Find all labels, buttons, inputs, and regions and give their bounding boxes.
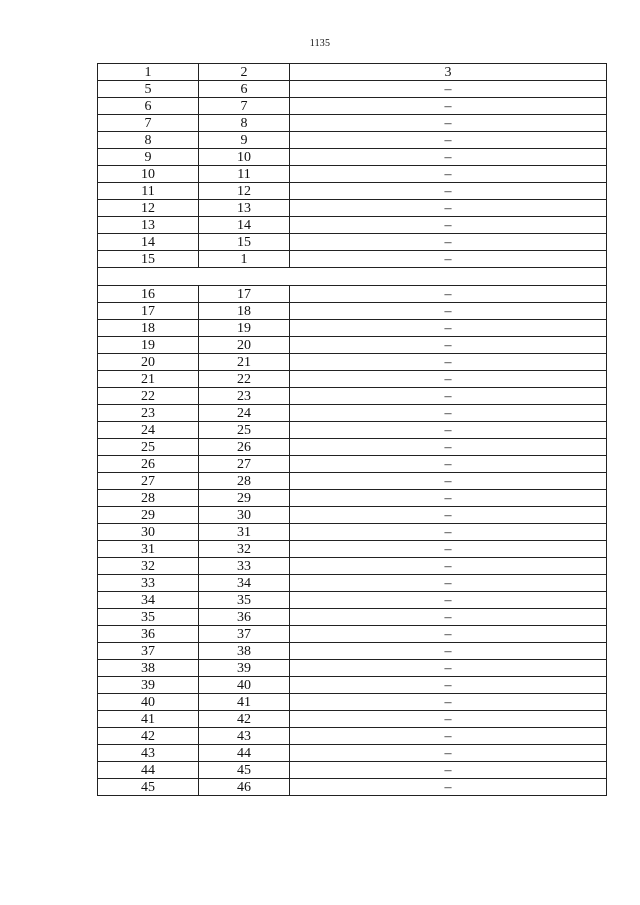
table-cell-col3: – [290,422,607,439]
table-row [98,132,607,149]
table-cell-col2: 42 [199,711,290,728]
table-cell-col1: 15 [98,251,199,268]
table-cell-col2: 37 [199,626,290,643]
table-cell-col2: 22 [199,371,290,388]
table-cell-col2: 34 [199,575,290,592]
table-cell-col1: 18 [98,320,199,337]
table-cell-col2: 6 [199,81,290,98]
table-row [98,507,607,524]
table-row [98,745,607,762]
table-cell-col2: 38 [199,643,290,660]
table-cell-col1: 17 [98,303,199,320]
table-cell-col2: 13 [199,200,290,217]
table-cell-col3: – [290,286,607,303]
table-cell-col1: 16 [98,286,199,303]
table-cell-col1: 27 [98,473,199,490]
table-cell-col2: 8 [199,115,290,132]
table-cell-col1: 31 [98,541,199,558]
table-row [98,115,607,132]
table-cell-col2: 11 [199,166,290,183]
table-row [98,439,607,456]
table-cell-col2: 1 [199,251,290,268]
table-row [98,98,607,115]
table-cell-col1: 23 [98,405,199,422]
table-row [98,660,607,677]
section-separator-cell [98,268,607,286]
table-cell-col3: – [290,575,607,592]
table-cell-col2: 44 [199,745,290,762]
table-cell-col3: – [290,234,607,251]
table-cell-col2: 27 [199,456,290,473]
table-cell-col3: – [290,320,607,337]
table-row [98,81,607,98]
table-row [98,575,607,592]
data-table [97,63,607,796]
table-row [98,183,607,200]
table-cell-col1: 28 [98,490,199,507]
table-cell-col3: – [290,115,607,132]
table-cell-col3: – [290,98,607,115]
table-cell-col2: 7 [199,98,290,115]
section-separator-row [98,268,607,286]
table-cell-col3: – [290,354,607,371]
table-cell-col3: – [290,694,607,711]
table-row [98,694,607,711]
table-cell-col1: 24 [98,422,199,439]
table-cell-col3: – [290,217,607,234]
table-cell-col3: – [290,524,607,541]
header-cell-3: 3 [290,64,607,81]
table-row [98,422,607,439]
table-row [98,337,607,354]
table-cell-col2: 43 [199,728,290,745]
table-cell-col3: – [290,388,607,405]
table-cell-col3: – [290,728,607,745]
table-header-row [98,64,607,81]
table-cell-col3: – [290,490,607,507]
table-row [98,711,607,728]
table-row [98,609,607,626]
table-cell-col1: 40 [98,694,199,711]
table-cell-col2: 17 [199,286,290,303]
table-cell-col3: – [290,371,607,388]
table-cell-col1: 12 [98,200,199,217]
table-row [98,643,607,660]
table-cell-col1: 43 [98,745,199,762]
table-cell-col1: 30 [98,524,199,541]
table-cell-col3: – [290,711,607,728]
table-row [98,524,607,541]
table-cell-col2: 36 [199,609,290,626]
table-cell-col3: – [290,507,607,524]
table-cell-col3: – [290,745,607,762]
table-cell-col1: 33 [98,575,199,592]
table-row [98,473,607,490]
table-row [98,371,607,388]
table-cell-col2: 25 [199,422,290,439]
table-row [98,200,607,217]
table-cell-col1: 7 [98,115,199,132]
table-cell-col2: 29 [199,490,290,507]
table-row [98,490,607,507]
table-cell-col3: – [290,149,607,166]
table-cell-col3: – [290,626,607,643]
table-cell-col1: 45 [98,779,199,796]
table-cell-col2: 39 [199,660,290,677]
table-cell-col1: 42 [98,728,199,745]
table-row [98,303,607,320]
table-cell-col1: 41 [98,711,199,728]
table-cell-col2: 33 [199,558,290,575]
table-cell-col2: 41 [199,694,290,711]
table-cell-col2: 21 [199,354,290,371]
table-row [98,405,607,422]
table-row [98,286,607,303]
table-cell-col2: 14 [199,217,290,234]
table-cell-col2: 26 [199,439,290,456]
table-cell-col3: – [290,660,607,677]
table-cell-col3: – [290,558,607,575]
table-cell-col1: 26 [98,456,199,473]
table-cell-col1: 8 [98,132,199,149]
page-number: 1135 [309,38,331,49]
table-cell-col2: 28 [199,473,290,490]
table-cell-col2: 12 [199,183,290,200]
table-cell-col3: – [290,592,607,609]
table-body [98,64,607,796]
table-cell-col1: 39 [98,677,199,694]
table-cell-col3: – [290,762,607,779]
table-row [98,456,607,473]
table-cell-col1: 14 [98,234,199,251]
header-cell-1: 1 [98,64,199,81]
table-row [98,592,607,609]
table-cell-col1: 20 [98,354,199,371]
table-cell-col1: 25 [98,439,199,456]
table-cell-col3: – [290,473,607,490]
table-cell-col1: 9 [98,149,199,166]
table-cell-col2: 40 [199,677,290,694]
table-cell-col3: – [290,132,607,149]
table-cell-col2: 19 [199,320,290,337]
table-cell-col1: 19 [98,337,199,354]
table-cell-col1: 36 [98,626,199,643]
table-row [98,626,607,643]
table-row [98,166,607,183]
table-cell-col3: – [290,183,607,200]
table-cell-col2: 45 [199,762,290,779]
table-cell-col2: 20 [199,337,290,354]
header-cell-2: 2 [199,64,290,81]
table-cell-col2: 9 [199,132,290,149]
table-cell-col1: 22 [98,388,199,405]
table-cell-col2: 24 [199,405,290,422]
table-cell-col2: 35 [199,592,290,609]
table-cell-col3: – [290,677,607,694]
table-row [98,388,607,405]
table-row [98,320,607,337]
table-cell-col1: 37 [98,643,199,660]
table-row [98,558,607,575]
table-cell-col1: 13 [98,217,199,234]
table-cell-col3: – [290,337,607,354]
table-cell-col1: 44 [98,762,199,779]
table-cell-col1: 6 [98,98,199,115]
table-cell-col1: 5 [98,81,199,98]
table-cell-col2: 10 [199,149,290,166]
table-cell-col3: – [290,643,607,660]
table-row [98,149,607,166]
table-cell-col2: 46 [199,779,290,796]
table-cell-col3: – [290,81,607,98]
table-cell-col1: 29 [98,507,199,524]
table-cell-col1: 34 [98,592,199,609]
table-row [98,728,607,745]
table-cell-col2: 30 [199,507,290,524]
table-row [98,234,607,251]
table-cell-col3: – [290,166,607,183]
table-cell-col2: 23 [199,388,290,405]
table-cell-col3: – [290,456,607,473]
table-row [98,251,607,268]
table-cell-col3: – [290,609,607,626]
table-row [98,762,607,779]
table-cell-col3: – [290,779,607,796]
table-cell-col3: – [290,439,607,456]
table-cell-col2: 31 [199,524,290,541]
table-cell-col1: 21 [98,371,199,388]
table-row [98,541,607,558]
table-cell-col3: – [290,251,607,268]
table-cell-col3: – [290,405,607,422]
table-cell-col1: 11 [98,183,199,200]
table-cell-col3: – [290,200,607,217]
table-cell-col2: 18 [199,303,290,320]
table-cell-col1: 10 [98,166,199,183]
table-cell-col1: 32 [98,558,199,575]
table-row [98,779,607,796]
table-row [98,677,607,694]
table-cell-col1: 35 [98,609,199,626]
table-row [98,354,607,371]
table-cell-col2: 32 [199,541,290,558]
table-cell-col2: 15 [199,234,290,251]
table-cell-col1: 38 [98,660,199,677]
table-cell-col3: – [290,303,607,320]
table-cell-col3: – [290,541,607,558]
table-row [98,217,607,234]
